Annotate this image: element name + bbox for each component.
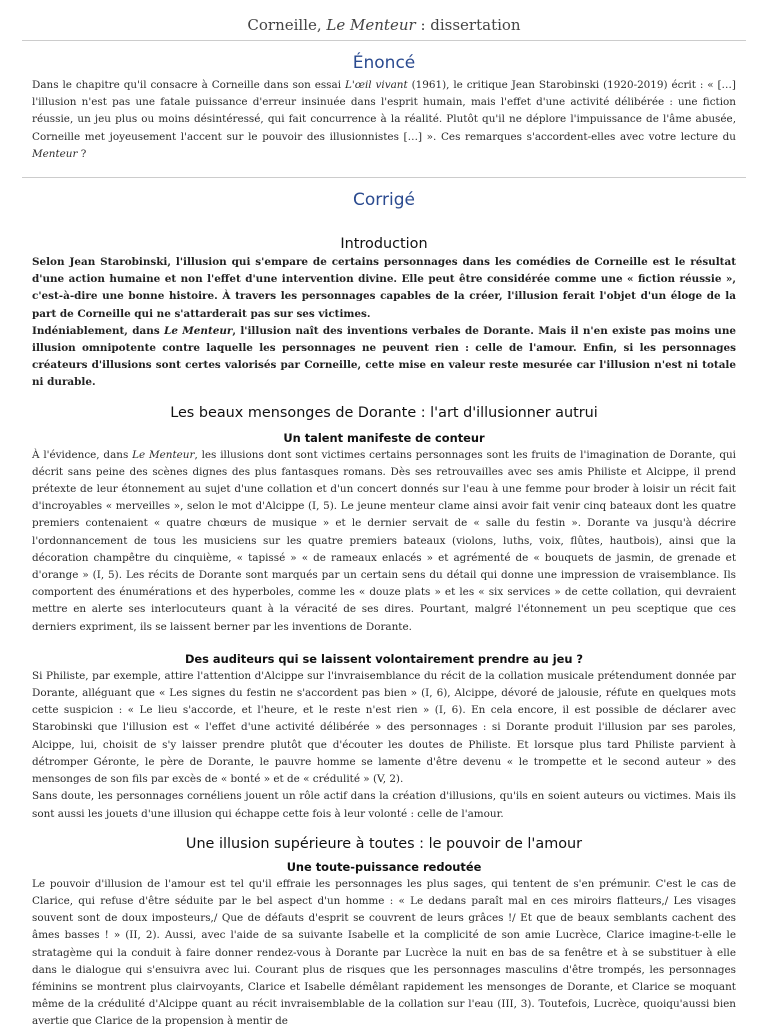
part2-paragraph-1: Le pouvoir d'illusion de l'amour est tel qu'il effraie les personnages les plus sages, qui tentent de s'en prémunir. C'est le cas de Clarice, qui refuse d'être séduite par le bel aspect d'un homme : « Le dedans paraît mal en ces miroirs flatteurs,/ Les visages souvent sont de doux imposteurs,/ Que de défauts d'esprit se couvrent de leurs grâces !/ Et que de beaux semblants cachent des âmes basses ! » (II, 2). Aussi, avec l'aide de sa suivante Isabelle et la complicité de son amie Lucrèce, Clarice imagine-t-elle le stratagème qui la conduit à faire donner rendez-vous à Dorante par Lucrèce la nuit en bas de sa fenêtre et à se substituer à elle dans le dialogue qui s'ensuivra avec lui. Courant plus de risques que les personnages masculins d'être trompés, les personnages féminins se montrent plus clairvoyants, Clarice et Isabelle démêlant rapidement les mensonges de Dorante, et Clarice se moquant même de la crédulité d'Alcippe quant au récit invraisemblable de la collation sur l'eau (III, 3). Toutefois, Lucrèce, quoiqu'aussi bien avertie que Clarice de la propension à mentir de bbox=[32, 877, 736, 1028]
divider bbox=[22, 40, 746, 41]
introduction-paragraph: Selon Jean Starobinski, l'illusion qui s'empare de certains personnages dans les comédies de Corneille est le résultat d'une action humaine et non l'effet d'une intervention divine. Elle peut être considérée comme une « fiction réussie », c'est-à-dire une bonne histoire. À travers les personnages capables de la créer, l'illusion ferait l'objet d'un éloge de la part de Corneille qui ne s'attarderait pas sur ses victimes. bbox=[32, 256, 736, 320]
enonce-text: Dans le chapitre qu'il consacre à Corneille dans son essai L'œil vivant (1961), le critique Jean Starobinski (1920-2019) écrit : « […] l'illusion n'est pas une fatale puissance d'erreur insinuée dans l'esprit humain, mais l'effet d'une activité délibérée : une fiction réussie, un jeu plus ou moins désintéressé, qui fait concurrence à la réalité. Plutôt qu'il ne déplore l'impuissance de l'âme abusée, Corneille met joyeusement l'accent sur le pouvoir des illusionnistes […] ». Ces remarques s'accordent-elles avec votre lecture du Menteur ? bbox=[32, 79, 736, 160]
part1-paragraph-1: À l'évidence, dans Le Menteur, les illusions dont sont victimes certains personnages sont les fruits de l'imagination de Dorante, qui décrit sans peine des scènes dignes des plus fantasques romans. Dès ses retrouvailles avec ses amis Philiste et Alcippe, il prend prétexte de leur étonnement au sujet d'une collation et d'un concert donnés sur l'eau à une femme pour broder à loisir un récit fait d'incroyables « merveilles », selon le mot d'Alcippe (I, 5). Le jeune menteur clame ainsi avoir fait venir cinq bateaux dont les quatre premiers contenaient « quatre chœurs de musique » et le dernier servait de « salle du festin ». Dorante va jusqu'à décrire l'ordonnancement de tous les musiciens sur les quatre premiers bateaux (violons, luths, voix, flûtes, hautbois), ainsi que la décoration champêtre du cinquième, « tapissé » « de rameaux enlacés » et agrémenté de « bouquets de jasmin, de grenade et d'orange » (I, 5). Les récits de Dorante sont marqués par un certain sens du détail qui donne une impression de vraisemblance. Ils comportent des énumérations et des hyperboles, comme les « douze plats » et les « six services » de cette collation, qui devraient mettre en alerte ses interlocuteurs quant à la véracité de ses dires. Pourtant, malgré l'étonnement un peu sceptique que ces derniers expriment, ils se laissent berner par les inventions de Dorante. bbox=[32, 448, 736, 633]
corrige-heading: Corrigé bbox=[353, 190, 415, 211]
title-work: Le Menteur bbox=[326, 16, 416, 34]
introduction-heading: Introduction bbox=[340, 236, 428, 253]
title-prefix: Corneille, bbox=[247, 16, 327, 34]
part1-subheading-1: Un talent manifeste de conteur bbox=[283, 430, 485, 445]
part1-paragraph-3: Sans doute, les personnages cornéliens jouent un rôle actif dans la création d'illusions, qu'ils en soient auteurs ou victimes. Mais ils sont aussi les jouets d'une illusion qui échappe cette fois à leur volonté : celle de l'amour. bbox=[32, 790, 736, 820]
part1-heading: Les beaux mensonges de Dorante : l'art d'illusionner autrui bbox=[170, 404, 598, 421]
part1-paragraph-2: Si Philiste, par exemple, attire l'attention d'Alcippe sur l'invraisemblance du récit de la collation musicale prétendument donnée par Dorante, alléguant que « Les signes du festin ne s'accordent pas bien » (I, 6), Alcippe, dévoré de jalousie, réfute en quelques mots cette suspicion : « Le lieu s'accorde, et l'heure, et le reste n'est rien » (I, 6). En cela encore, il est possible de déclarer avec Starobinski que l'illusion est « l'effet d'une activité délibérée » des personnages : si Dorante produit l'illusion par ses paroles, Alcippe, lui, choisit de s'y laisser prendre plutôt que d'écouter les doutes de Philiste. Et lorsque plus tard Philiste parvient à détromper Géronte, le père de Dorante, le pauvre homme se lamente d'être devenu « le trompette et le second auteur » des mensonges de son fils par excès de « bonté » et de « crédulité » (V, 2). bbox=[32, 669, 736, 786]
part2-heading: Une illusion supérieure à toutes : le pouvoir de l'amour bbox=[185, 835, 583, 852]
part1-subheading-2: Des auditeurs qui se laissent volontairement prendre au jeu ? bbox=[184, 651, 584, 666]
part2-subheading-1: Une toute-puissance redoutée bbox=[286, 859, 482, 874]
document-title bbox=[0, 0, 768, 34]
divider bbox=[22, 177, 746, 178]
title-suffix: : dissertation bbox=[415, 16, 521, 34]
introduction-paragraph-2: Indéniablement, dans Le Menteur, l'illusion naît des inventions verbales de Dorante. Mais il n'en existe pas moins une illusion omnipotente contre laquelle les personnages ne peuvent rien : celle de l'amour. Enfin, si les personnages créateurs d'illusions sont certes valorisés par Corneille, cette mise en valeur reste mesurée car l'illusion n'est ni totale ni durable. bbox=[32, 324, 736, 389]
enonce-heading: Énoncé bbox=[352, 53, 416, 73]
